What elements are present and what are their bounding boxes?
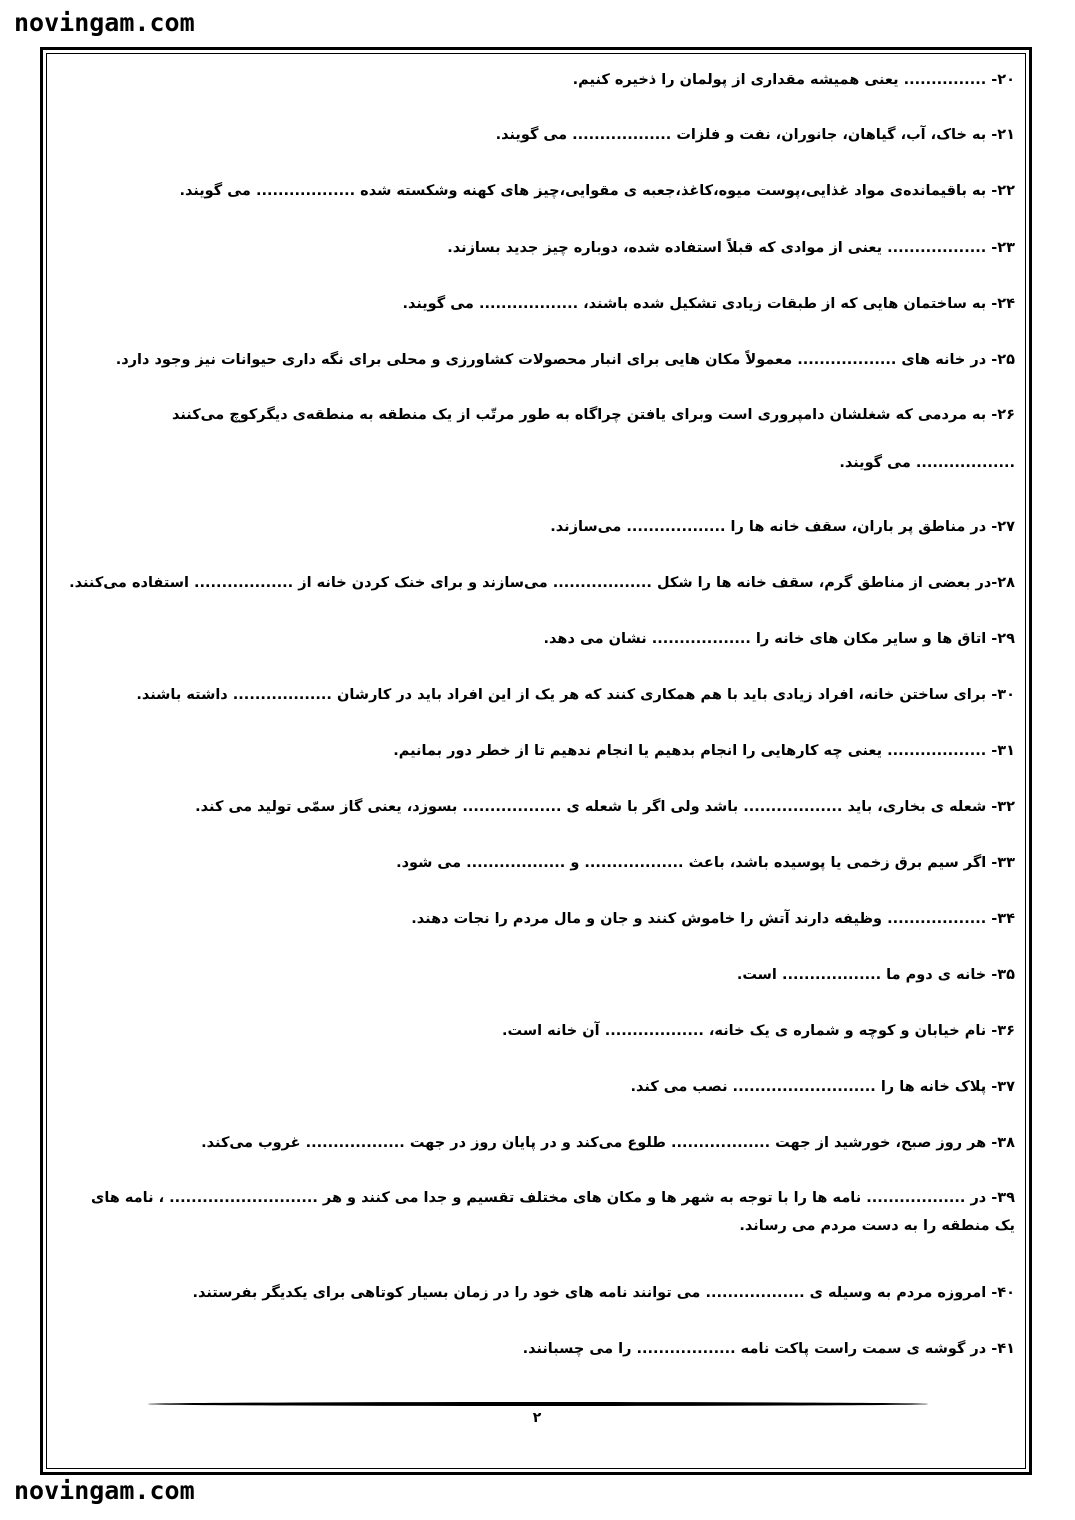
- question-40: ۴۰- امروزه مردم به وسیله ی .................. می توانند نامه های خود را در زمان بسیار کوتاهی برای یکدیگر بفرستند.: [192, 1285, 1015, 1301]
- question-29: ۲۹- اتاق ها و سایر مکان های خانه را .................. نشان می دهد.: [543, 631, 1015, 647]
- question-37: ۳۷- پلاک خانه ها را .......................... نصب می کند.: [630, 1079, 1015, 1095]
- question-31: ۳۱- .................. یعنی چه کارهایی را انجام بدهیم یا انجام ندهیم تا از خطر دور بمانیم.: [393, 743, 1015, 759]
- question-34: ۳۴- .................. وظیفه دارند آتش را خاموش کنند و جان و مال مردم را نجات دهند.: [411, 911, 1015, 927]
- question-27: ۲۷- در مناطق پر باران، سقف خانه ها را .................. می‌سازند.: [550, 519, 1015, 535]
- question-39: [70, 1188, 1015, 1236]
- worksheet-content: [70, 58, 1015, 1398]
- question-24: ۲۴- به ساختمان هایی که از طبقات زیادی تشکیل شده باشند، .................. می گویند.: [402, 296, 1015, 312]
- question-30: ۳۰- برای ساختن خانه، افراد زیادی باید با هم همکاری کنند که هر یک از این افراد باید در کارشان .................. داشته باشند.: [136, 687, 1015, 703]
- question-39-line-1: ۳۹- در .................. نامه ها را با توجه به شهر ها و مکان های مختلف تقسیم و جدا می کنند و هر ........................... ، نامه های: [91, 1190, 1015, 1206]
- question-33: ۳۳- اگر سیم برق زخمی یا پوسیده باشد، باعث .................. و .................. می شود.: [396, 855, 1015, 871]
- question-35: ۳۵- خانه ی دوم ما .................. است.: [736, 967, 1015, 983]
- question-20: ۲۰- ............... یعنی همیشه مقداری از پولمان را ذخیره کنیم.: [572, 72, 1015, 88]
- question-22: ۲۲- به باقیمانده‌ی مواد غذایی،پوست میوه،کاغذ،جعبه ی مقوایی،چیز های کهنه وشکسته شده .................. می گویند.: [179, 183, 1015, 199]
- question-28: ۲۸-در بعضی از مناطق گرم، سقف خانه ها را شکل .................. می‌سازند و برای خنک کردن خانه از .................. استفاده می‌کنند.: [69, 575, 1015, 591]
- watermark-top: novingam.com: [14, 8, 195, 37]
- question-26-line-1: ۲۶- به مردمی که شغلشان دامپروری است وبرای یافتن چراگاه به طور مرتّب از یک منطقه به منطقه‌ی دیگرکوچ می‌کنند: [171, 407, 1015, 423]
- question-26-line-2: .................. می گویند.: [839, 455, 1015, 471]
- question-39-line-2: یک منطقه را به دست مردم می رساند.: [739, 1218, 1015, 1234]
- footer-divider: [148, 1402, 928, 1406]
- question-26: [70, 405, 1015, 473]
- watermark-bottom: novingam.com: [14, 1476, 195, 1505]
- question-41: ۴۱- در گوشه ی سمت راست پاکت نامه .................. را می چسبانند.: [522, 1341, 1015, 1357]
- question-23: ۲۳- .................. یعنی از موادی که قبلاً استفاده شده، دوباره چیز جدید بسازند.: [447, 240, 1015, 256]
- question-25: ۲۵- در خانه های .................. معمولاً مکان هایی برای انبار محصولات کشاورزی و محلی برای نگه داری حیوانات نیز وجود دارد.: [115, 352, 1015, 368]
- question-36: ۳۶- نام خیابان و کوچه و شماره ی یک خانه، .................. آن خانه است.: [501, 1023, 1015, 1039]
- page-number: ۲: [532, 1410, 542, 1426]
- question-32: ۳۲- شعله ی بخاری، باید .................. باشد ولی اگر با شعله ی .................. بسوزد، یعنی گاز سمّی تولید می کند.: [195, 799, 1015, 815]
- question-21: ۲۱- به خاک، آب، گیاهان، جانوران، نفت و فلزات .................. می گویند.: [495, 127, 1015, 143]
- question-38: ۳۸- هر روز صبح، خورشید از جهت .................. طلوع می‌کند و در پایان روز در جهت .................. غروب می‌کند.: [201, 1135, 1015, 1151]
